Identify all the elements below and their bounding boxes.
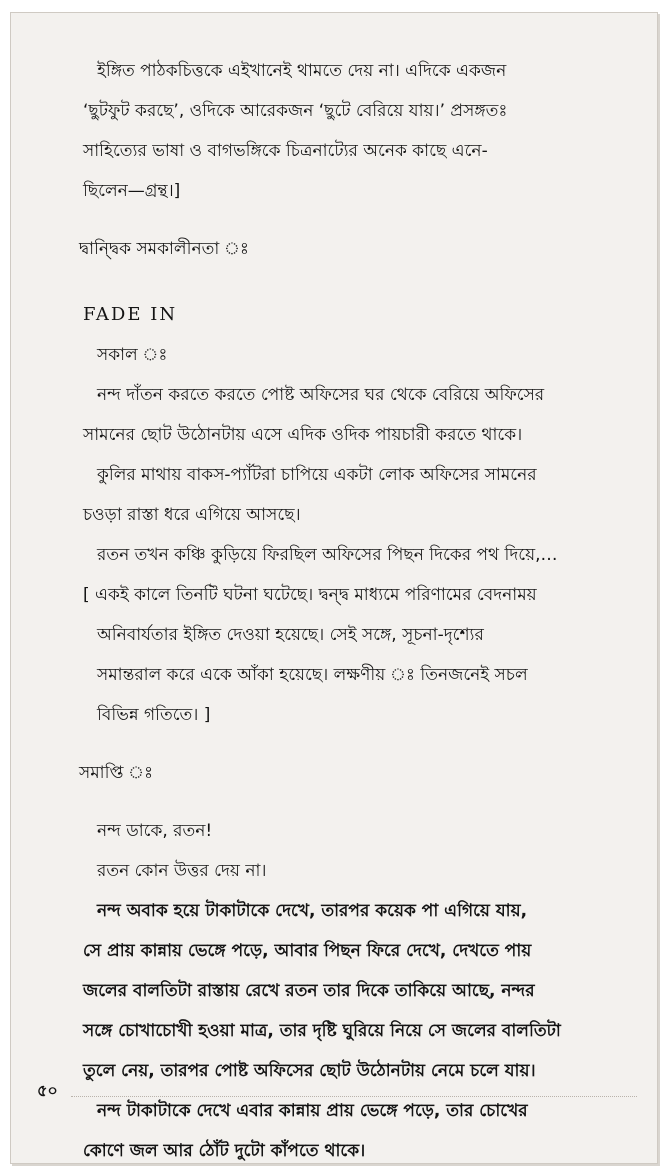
page-number: ৫০ bbox=[37, 1081, 58, 1100]
text-line: সামনের ছোট উঠোনটায় এসে এদিক ওদিক পায়চারী করতে থাকে। bbox=[83, 425, 523, 445]
bracket-note-line: বিভিন্ন গতিতে। ] bbox=[97, 705, 211, 725]
fade-in-label: FADE IN bbox=[83, 304, 178, 325]
text-line: রতন তখন কঞ্চি কুড়িয়ে ফিরছিল অফিসের পিছন দিকের পথ দিয়ে,… bbox=[97, 545, 558, 565]
bracket-note-line: অনিবার্যতার ইঙ্গিত দেওয়া হয়েছে। সেই সঙ্গে, সূচনা-দৃশ্যের bbox=[97, 625, 484, 645]
text-line: তুলে নেয়, তারপর পোষ্ট অফিসের ছোট উঠোনটায় নেমে চলে যায়। bbox=[83, 1061, 536, 1081]
text-line: ছিলেন—গ্রন্থ।] bbox=[83, 181, 181, 201]
text-line: নন্দ টাকাটাকে দেখে এবার কান্নায় প্রায় ভেঙ্গে পড়ে, তার চোখের bbox=[97, 1101, 528, 1121]
text-line: সে প্রায় কান্নায় ভেঙ্গে পড়ে, আবার পিছন ফিরে দেখে, দেখতে পায় bbox=[83, 941, 532, 961]
dialogue-line: নন্দ ডাকে, রতন! bbox=[97, 821, 213, 841]
footer-dotted-rule bbox=[71, 1096, 637, 1097]
book-page bbox=[10, 12, 658, 1164]
text-line: সাহিত্যের ভাষা ও বাগভঙ্গিকে চিত্রনাট্যের অনেক কাছে এনে- bbox=[83, 141, 488, 161]
text-line: জলের বালতিটা রাস্তায় রেখে রতন তার দিকে তাকিয়ে আছে, নন্দর bbox=[83, 981, 535, 1001]
section-heading: সমাপ্তি ঃ bbox=[79, 763, 154, 783]
page-text bbox=[79, 51, 638, 1164]
text-line: ‘ছুটফুট করছে’, ওদিকে আরেকজন ‘ছুটে বেরিয়ে যায়।’ প্রসঙ্গতঃ bbox=[83, 101, 508, 121]
text-line: কুলির মাথায় বাকস-প্যাঁটরা চাপিয়ে একটা লোক অফিসের সামনের bbox=[97, 465, 537, 485]
text-line: নন্দ অবাক হয়ে টাকাটাকে দেখে, তারপর কয়েক পা এগিয়ে যায়, bbox=[97, 901, 528, 921]
dialogue-line: রতন কোন উত্তর দেয় না। bbox=[97, 861, 267, 881]
text-line: সঙ্গে চোখাচোখী হওয়া মাত্র, তার দৃষ্টি ঘুরিয়ে নিয়ে সে জলের বালতিটা bbox=[83, 1021, 561, 1041]
section-heading: দ্বান্দ্বিক সমকালীনতা ঃ bbox=[79, 239, 249, 259]
text-line: নন্দ দাঁতন করতে করতে পোষ্ট অফিসের ঘর থেকে বেরিয়ে অফিসের bbox=[97, 385, 545, 405]
text-line: কোণে জল আর ঠোঁট দুটো কাঁপতে থাকে। bbox=[83, 1141, 366, 1161]
text-line: ইঙ্গিত পাঠকচিত্তকে এইখানেই থামতে দেয় না। এদিকে একজন bbox=[97, 61, 507, 81]
section-heading: সকাল ঃ bbox=[97, 345, 168, 365]
bracket-note-line: সমান্তরাল করে একে আঁকা হয়েছে। লক্ষণীয় ঃ তিনজনেই সচল bbox=[97, 665, 528, 685]
bracket-note-line: [ একই কালে তিনটি ঘটনা ঘটেছে। দ্বন্দ্ব মাধ্যমে পরিণামের বেদনাময় bbox=[83, 585, 537, 605]
text-line: চওড়া রাস্তা ধরে এগিয়ে আসছে। bbox=[83, 505, 301, 525]
